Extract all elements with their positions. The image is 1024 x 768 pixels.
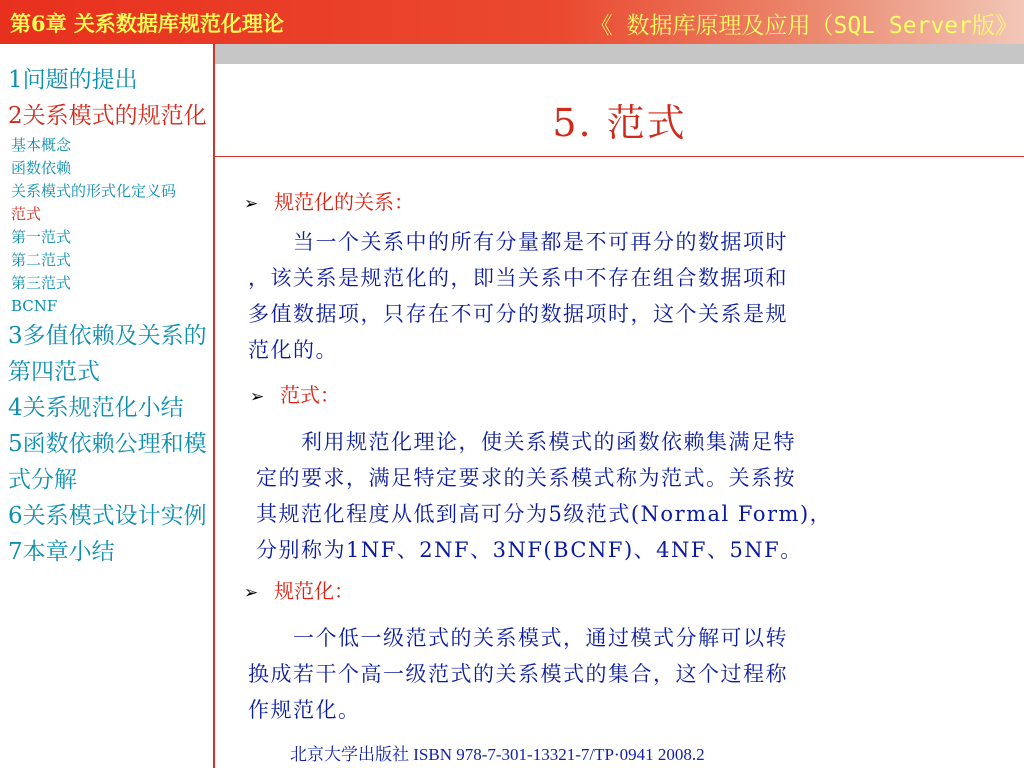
section-heading-text: 规范化的关系： [274,190,414,214]
nav-subitem-2nf[interactable]: 第二范式 [11,251,72,269]
nav-item-axioms[interactable]: 5函数依赖公理和模式分解 [8,431,207,493]
nav-subitems [11,134,214,318]
nav-subitem-basic-concepts[interactable]: 基本概念 [11,136,72,154]
paragraph-line: 利用规范化理论，使关系模式的函数依赖集满足特 [256,430,796,454]
paragraph-line: 其规范化程度从低到高可分为5级范式(Normal Form)， [256,502,833,526]
nav-item-problem[interactable]: 1问题的提出 [8,67,138,93]
paragraph-line: 一个低一级范式的关系模式，通过模式分解可以转 [248,626,788,650]
sidebar-nav [8,62,214,570]
nav-subitem-formal-definition[interactable]: 关系模式的形式化定义码 [11,182,177,200]
header-bar [0,0,1024,44]
arrow-bullet-icon: ➢ [244,194,259,214]
nav-subitem-3nf[interactable]: 第三范式 [11,274,72,292]
footer-publisher: 北京大学出版社 ISBN 978-7-301-13321-7/TP·0941 2008.2 [290,745,705,764]
paragraph-line: 换成若干个高一级范式的关系模式的集合，这个过程称 [248,662,788,686]
section-heading [244,186,414,215]
book-title: 《 数据库原理及应用（SQL Server版》 [589,13,1018,39]
paragraph-line: 范化的。 [248,338,338,362]
section-paragraph [248,620,788,728]
section-heading [250,379,340,408]
section-paragraph [256,424,832,568]
section-heading-text: 规范化： [274,579,354,603]
section-heading-text: 范式： [280,383,340,407]
nav-subitem-normal-forms[interactable]: 范式 [11,205,42,223]
slide-title: 5. 范式 [552,101,687,145]
nav-subitem-1nf[interactable]: 第一范式 [11,228,72,246]
section-paragraph [248,224,788,368]
title-divider [215,156,1024,157]
nav-item-multivalued[interactable]: 3多值依赖及关系的第四范式 [8,323,207,385]
paragraph-line: 多值数据项，只存在不可分的数据项时，这个关系是规 [248,302,788,326]
arrow-bullet-icon: ➢ [244,583,259,603]
paragraph-line: 定的要求，满足特定要求的关系模式称为范式。关系按 [256,466,796,490]
section-heading [244,575,354,604]
gray-band [214,44,1024,64]
paragraph-line: 作规范化。 [248,698,361,722]
chapter-title: 第6章 关系数据库规范化理论 [10,11,284,36]
arrow-bullet-icon: ➢ [250,387,265,407]
nav-item-design-example[interactable]: 6关系模式设计实例 [8,503,207,529]
paragraph-line: 当一个关系中的所有分量都是不可再分的数据项时 [248,230,788,254]
nav-subitem-functional-dependency[interactable]: 函数依赖 [11,159,72,177]
paragraph-line: ，该关系是规范化的，即当关系中不存在组合数据项和 [248,266,788,290]
nav-item-normalization[interactable]: 2关系模式的规范化 [8,103,207,129]
nav-item-summary-normalization[interactable]: 4关系规范化小结 [8,395,184,421]
nav-subitem-bcnf[interactable]: BCNF [11,297,58,315]
paragraph-line: 分别称为1NF、2NF、3NF(BCNF)、4NF、5NF。 [256,538,803,562]
nav-item-chapter-summary[interactable]: 7本章小结 [8,539,115,565]
